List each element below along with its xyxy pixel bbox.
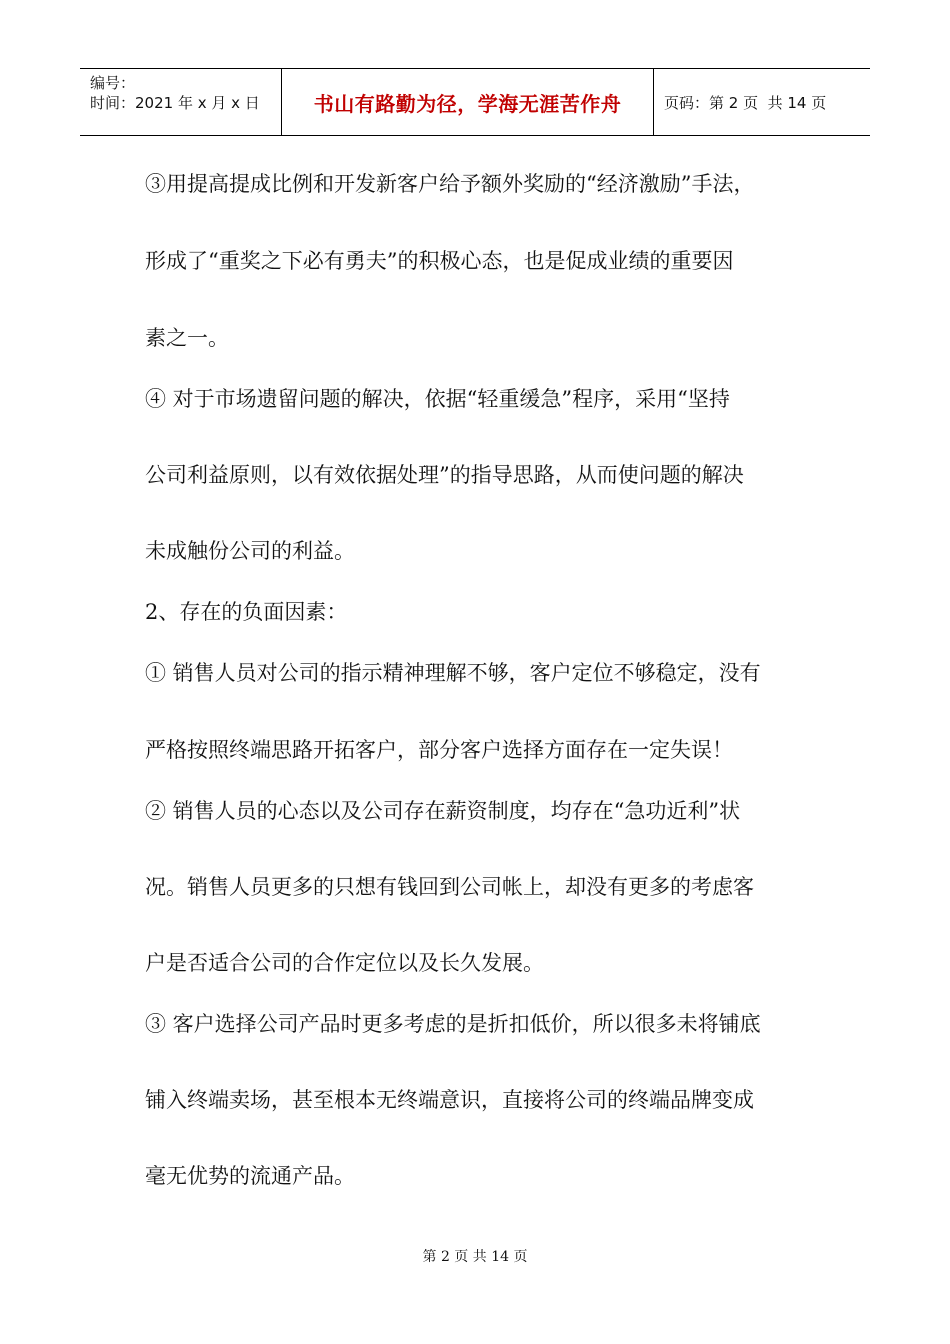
body-line: ③用提高提成比例和开发新客户给予额外奖励的“经济激励”手法， <box>145 172 755 196</box>
body-line: 形成了“重奖之下必有勇夫”的积极心态，也是促成业绩的重要因 <box>145 249 734 273</box>
body-line: 素之一。 <box>145 326 229 350</box>
header-motto-cell <box>282 69 654 135</box>
body-line: ③ 客户选择公司产品时更多考虑的是折扣低价，所以很多未将铺底 <box>145 1012 761 1036</box>
header-page-info: 页码：第 2 页 共 14 页 <box>664 93 827 112</box>
body-line: 严格按照终端思路开拓客户，部分客户选择方面存在一定失误！ <box>145 738 733 762</box>
document-time-label: 时间：2021 年 x 月 x 日 <box>90 94 260 112</box>
header-meta-cell <box>80 69 282 135</box>
body-line: 铺入终端卖场，甚至根本无终端意识，直接将公司的终端品牌变成 <box>145 1088 754 1112</box>
body-line: 毫无优势的流通产品。 <box>145 1164 355 1188</box>
body-line: 未成触份公司的利益。 <box>145 539 355 563</box>
section-heading: 2、存在的负面因素： <box>145 600 348 624</box>
body-line: ② 销售人员的心态以及公司存在薪资制度，均存在“急功近利”状 <box>145 799 741 823</box>
body-line: ① 销售人员对公司的指示精神理解不够，客户定位不够稳定，没有 <box>145 661 761 685</box>
header-table <box>80 68 870 136</box>
body-line: 户是否适合公司的合作定位以及长久发展。 <box>145 951 544 975</box>
body-line: ④ 对于市场遗留问题的解决，依据“轻重缓急”程序，采用“坚持 <box>145 387 730 411</box>
page-footer: 第 2 页 共 14 页 <box>422 1249 528 1265</box>
document-number-label: 编号： <box>90 74 136 92</box>
body-line: 况。销售人员更多的只想有钱回到公司帐上，却没有更多的考虑客 <box>145 875 754 899</box>
body-line: 公司利益原则，以有效依据处理”的指导思路，从而使问题的解决 <box>145 463 744 487</box>
header-motto: 书山有路勤为径，学海无涯苦作舟 <box>313 91 622 116</box>
header-page-cell <box>654 69 870 135</box>
